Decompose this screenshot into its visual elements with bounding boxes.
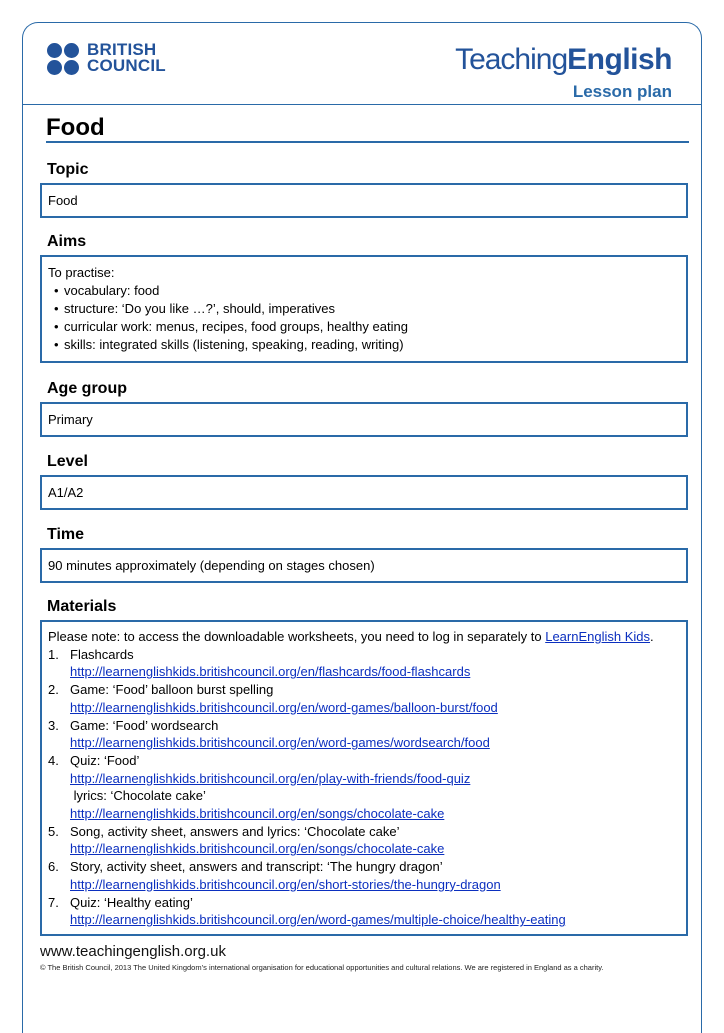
lesson-plan-label: Lesson plan <box>572 82 672 101</box>
british-council-logo <box>47 40 187 79</box>
material-link[interactable]: http://learnenglishkids.britishcouncil.org/en/word-games/balloon-burst/food <box>70 699 498 715</box>
level-heading: Level <box>47 453 88 470</box>
topic-box <box>40 183 688 218</box>
age-group-text: Primary <box>48 412 93 427</box>
materials-list <box>48 646 680 929</box>
aims-box <box>40 255 688 363</box>
materials-heading: Materials <box>47 598 117 615</box>
topic-section <box>40 161 688 218</box>
material-link[interactable]: http://learnenglishkids.britishcouncil.org/en/play-with-friends/food-quiz <box>70 770 471 786</box>
materials-box <box>40 620 688 936</box>
list-item: 4. Quiz: ‘Food’ <box>48 752 140 768</box>
material-link[interactable]: http://learnenglishkids.britishcouncil.org/en/songs/chocolate-cake <box>70 841 445 857</box>
teaching-english-logo: TeachingEnglish <box>455 43 672 76</box>
time-box <box>40 548 688 583</box>
list-item: 2. Game: ‘Food’ balloon burst spelling <box>48 682 274 698</box>
footer-website[interactable]: www.teachingenglish.org.uk <box>40 943 226 960</box>
material-link[interactable]: http://learnenglishkids.britishcouncil.org/en/short-stories/the-hungry-dragon <box>70 876 501 892</box>
age-group-section <box>40 380 688 437</box>
material-link[interactable]: http://learnenglishkids.britishcouncil.org/en/songs/chocolate-cake <box>70 806 445 822</box>
list-item: 3. Game: ‘Food’ wordsearch <box>48 717 219 733</box>
time-text: 90 minutes approximately (depending on stages chosen) <box>48 558 375 573</box>
list-item: 6. Story, activity sheet, answers and transcript: ‘The hungry dragon’ <box>48 859 443 875</box>
materials-note: Please note: to access the downloadable worksheets, you need to log in separately to LearnEnglish Kids. <box>48 629 654 644</box>
list-item: 5. Song, activity sheet, answers and lyrics: ‘Chocolate cake’ <box>48 823 400 839</box>
list-item: lyrics: ‘Chocolate cake’ <box>70 788 206 804</box>
level-section <box>40 453 688 510</box>
aims-intro: To practise: <box>48 265 115 280</box>
aims-item: • curricular work: menus, recipes, food groups, healthy eating <box>54 318 680 336</box>
list-item: 1. Flashcards <box>48 646 134 662</box>
time-heading: Time <box>47 526 85 543</box>
learnenglish-kids-link[interactable]: LearnEnglish Kids <box>545 629 651 644</box>
aims-list <box>48 282 680 354</box>
aims-item: • skills: integrated skills (listening, speaking, reading, writing) <box>54 336 680 354</box>
british-council-wordmark: BRITISH COUNCIL <box>87 40 166 75</box>
material-link[interactable]: http://learnenglishkids.britishcouncil.org/en/flashcards/food-flashcards <box>70 664 471 680</box>
aims-section <box>40 233 688 363</box>
materials-section <box>40 598 688 936</box>
list-item: 7. Quiz: ‘Healthy eating’ <box>48 894 193 910</box>
level-box <box>40 475 688 510</box>
aims-item: • vocabulary: food <box>54 282 680 300</box>
material-link[interactable]: http://learnenglishkids.britishcouncil.org/en/word-games/multiple-choice/healthy-eating <box>70 912 566 928</box>
level-text: A1/A2 <box>48 485 84 500</box>
topic-text: Food <box>48 193 78 208</box>
time-section <box>40 526 688 583</box>
aims-item: • structure: ‘Do you like …?’, should, imperatives <box>54 300 680 318</box>
material-link[interactable]: http://learnenglishkids.britishcouncil.org/en/word-games/wordsearch/food <box>70 735 490 751</box>
age-group-box <box>40 402 688 437</box>
footer-copyright: © The British Council, 2013 The United Kingdom’s international organisation for educational opportunities and cultural relations. We are registered in England as a charity. <box>40 963 604 972</box>
topic-heading: Topic <box>47 161 89 178</box>
aims-heading: Aims <box>47 233 87 250</box>
header-divider <box>22 104 702 105</box>
age-group-heading: Age group <box>47 380 127 397</box>
british-council-dots-icon <box>47 43 83 77</box>
title-divider <box>46 141 689 143</box>
page-title: Food <box>46 114 105 141</box>
